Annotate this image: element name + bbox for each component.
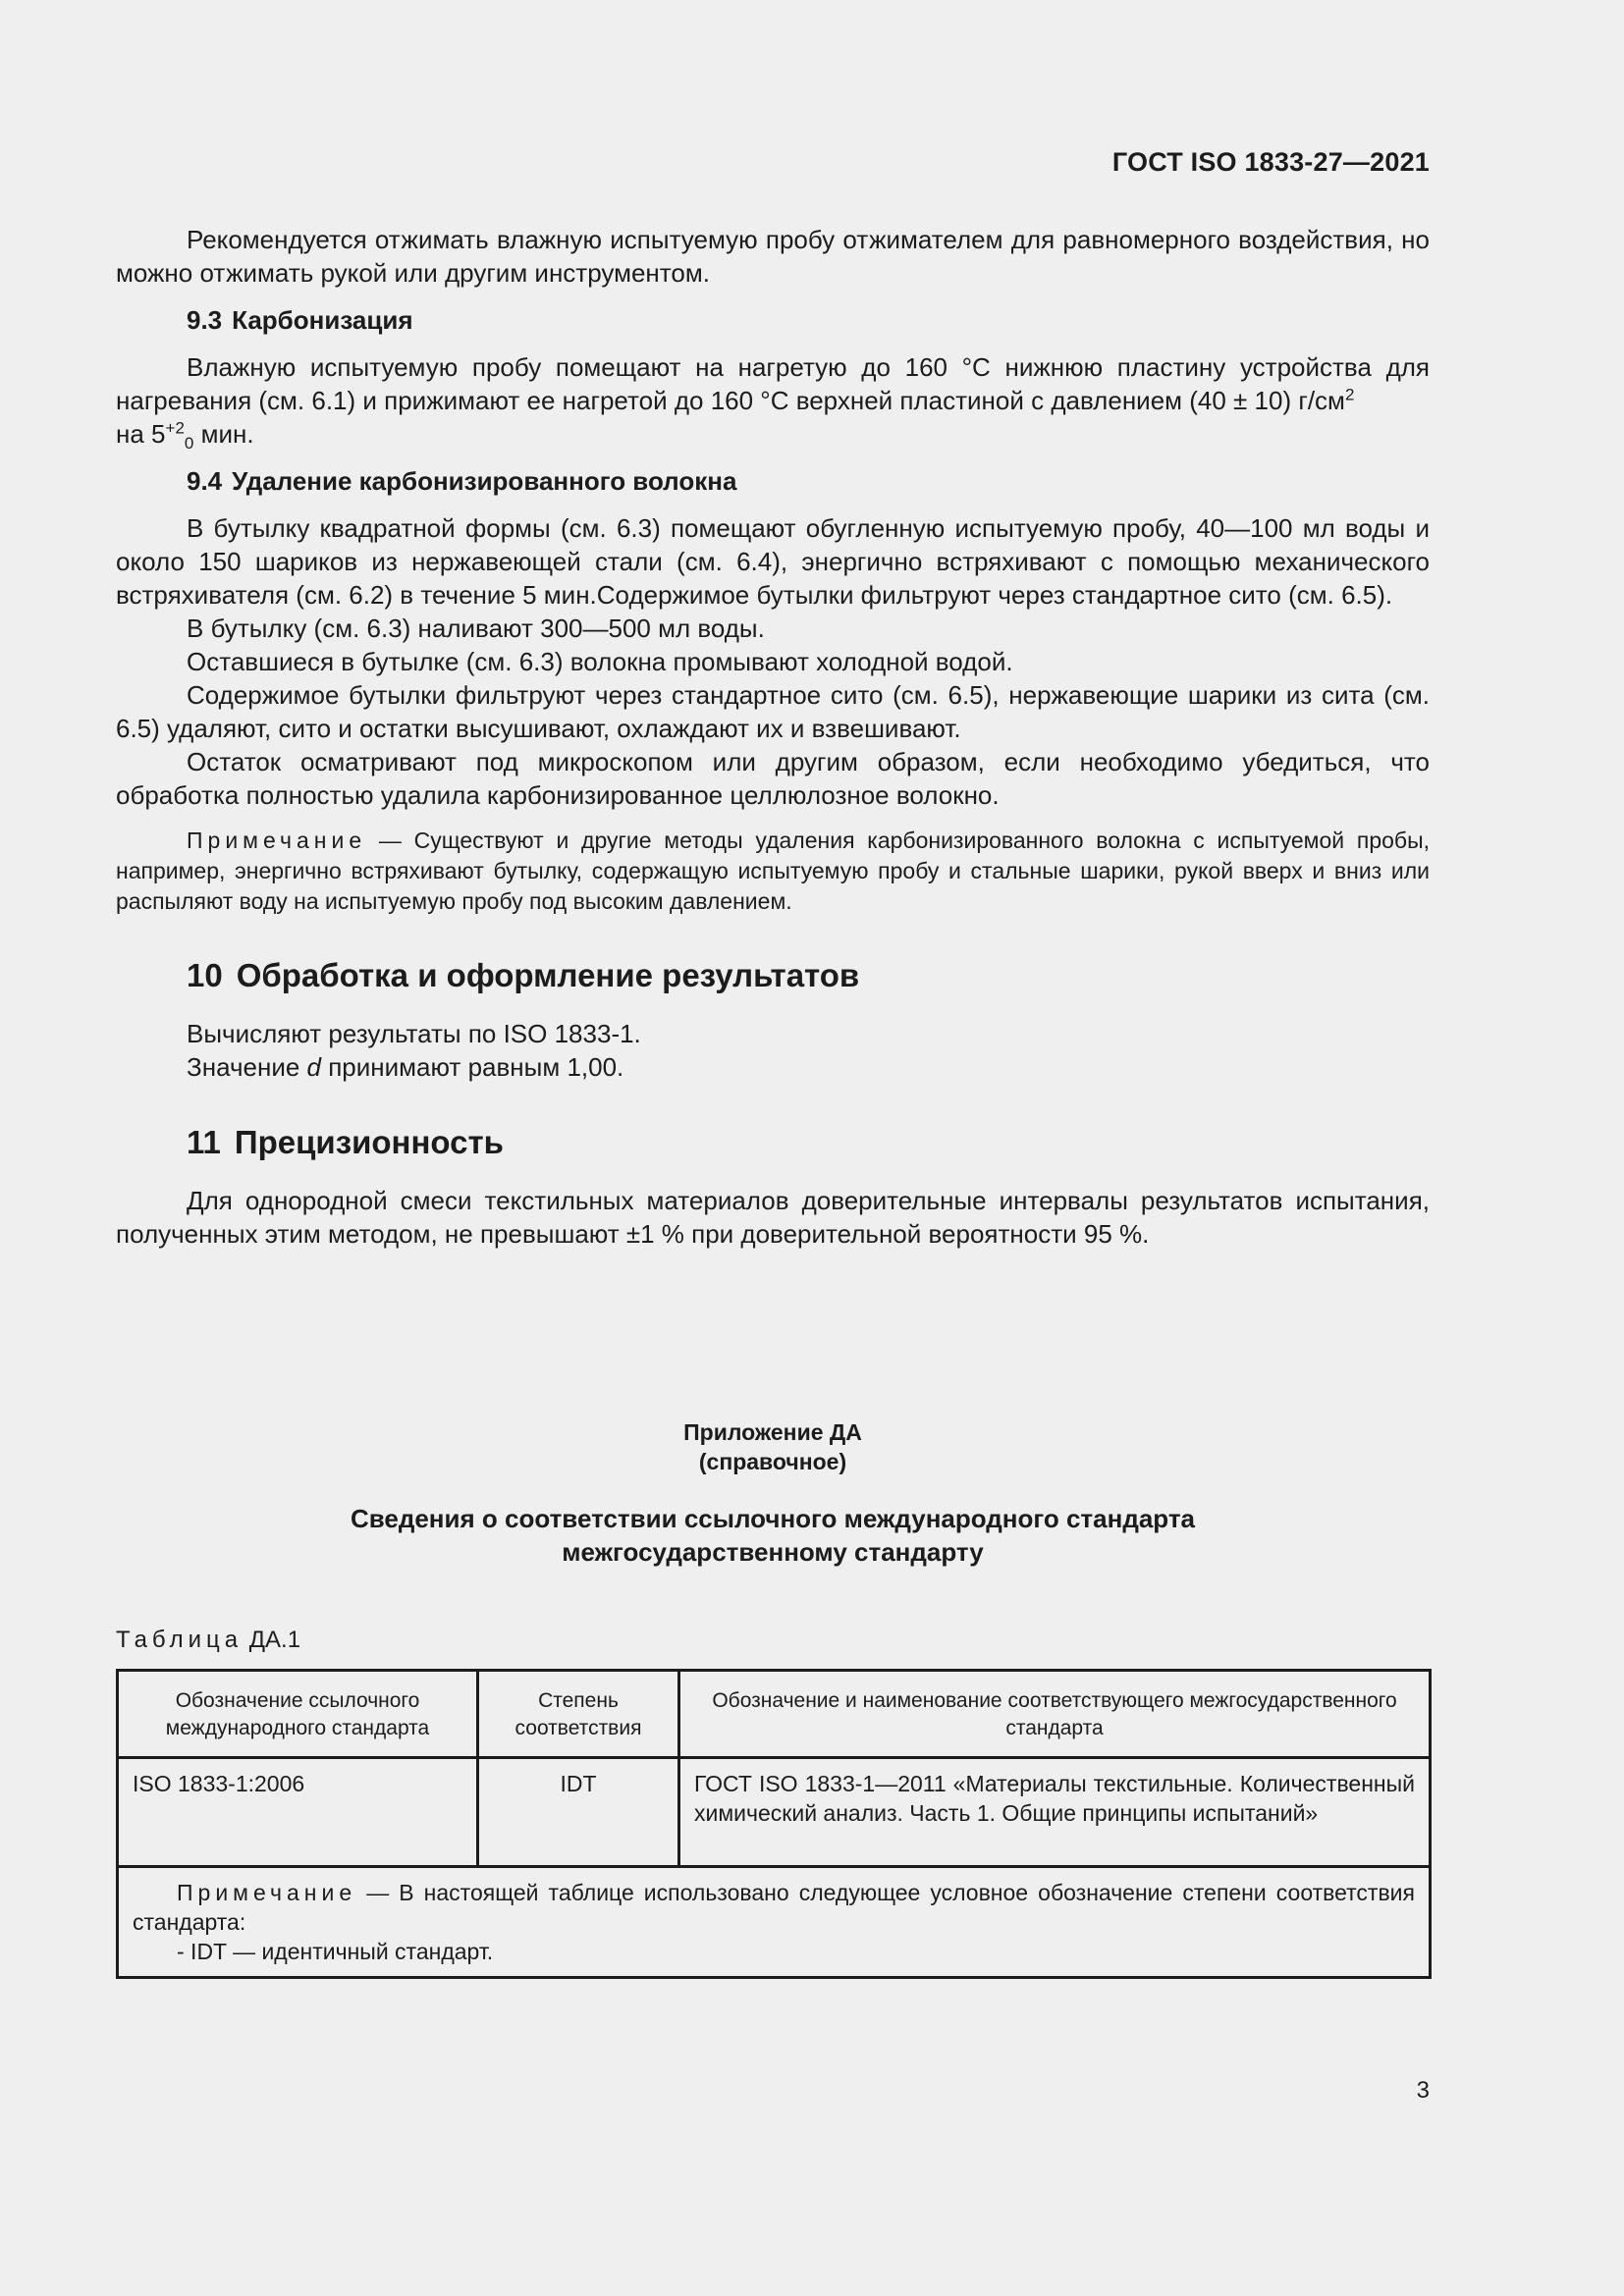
- paragraph: [116, 1050, 1430, 1084]
- note-label: Примечание: [187, 828, 367, 853]
- table-header-row: [118, 1671, 1431, 1758]
- subsection-heading-9-3: [187, 303, 1430, 337]
- appendix-name: Приложение ДА: [683, 1419, 862, 1445]
- table-note-text: [133, 1878, 1415, 1937]
- subsection-number: 9.4: [187, 466, 223, 496]
- appendix-heading: [116, 1417, 1430, 1476]
- column-header: Обозначение и наименование соответствующего межгосударственного стандарта: [679, 1671, 1431, 1758]
- carbonization-text: Влажную испытуемую пробу помещают на нагретую до 160 °С нижнюю пластину устройства для нагревания (см. 6.1) и прижимают ее нагретой до 160 °С верхней пластиной с давлением (40 ± 10) г/см: [116, 352, 1430, 415]
- duration-unit: мин.: [193, 419, 254, 449]
- section-heading-10: [187, 956, 1430, 995]
- paragraph: Остаток осматривают под микроскопом или другим образом, если необходимо убедиться, что обработка полностью удалила карбонизированное целлюлозное волокно.: [116, 747, 1430, 810]
- table-caption: [116, 1624, 1430, 1657]
- tolerance-sup: +2: [165, 418, 185, 438]
- variable-d: d: [306, 1052, 321, 1082]
- document-body: [116, 223, 1430, 1979]
- paragraph: Оставшиеся в бутылке (см. 6.3) волокна промывают холодной водой.: [187, 647, 1013, 676]
- text-part: Значение: [187, 1052, 307, 1082]
- paragraph: В бутылку квадратной формы (см. 6.3) помещают обугленную испытуемую пробу, 40—100 мл воды и около 150 шариков из нержавеющей стали (см. 6.4), энергично встряхивают с помощью механического встряхивателя (см. 6.2) в течение 5 мин.Содержимое бутылки фильтруют через стандартное сито (см. 6.5).: [116, 513, 1430, 610]
- note-text: — Существуют и другие методы удаления карбонизированного волокна с испытуемой пробы, например, энергично встряхивают бутылку, содержащую испытуемую пробу и стальные шарики, рукой вверх и вниз или распыляют воду на испытуемую пробу под высоким давлением.: [116, 828, 1430, 914]
- section-number: 10: [187, 957, 223, 993]
- carbonization-paragraph: [116, 350, 1430, 417]
- table-note-row: [118, 1867, 1431, 1978]
- table-label: Таблица: [116, 1627, 244, 1653]
- column-header: Степень соответствия: [478, 1671, 679, 1758]
- subsection-title: Удаление карбонизированного волокна: [232, 466, 737, 496]
- text-part: принимают равным 1,00.: [321, 1052, 624, 1082]
- cell-intl-standard: ISO 1833-1:2006: [118, 1758, 478, 1867]
- exponent-2: 2: [1344, 385, 1355, 404]
- table-row: [118, 1758, 1431, 1867]
- section-heading-11: [187, 1123, 1430, 1162]
- cell-degree: IDT: [478, 1758, 679, 1867]
- column-header: Обозначение ссылочного международного стандарта: [118, 1671, 478, 1758]
- tolerance-sub: 0: [184, 434, 194, 454]
- subsection-number: 9.3: [187, 305, 223, 335]
- document-header-id: ГОСТ ISO 1833-27—2021: [1111, 147, 1430, 177]
- note-label: Примечание: [177, 1880, 357, 1905]
- table-number: ДА.1: [243, 1627, 301, 1653]
- duration-prefix: на 5: [116, 419, 166, 449]
- appendix-title-line: межгосударственному стандарту: [562, 1537, 984, 1567]
- appendix-title: [116, 1502, 1430, 1569]
- paragraph: В бутылку (см. 6.3) наливают 300—500 мл воды.: [187, 614, 765, 643]
- correspondence-table: [116, 1669, 1432, 1979]
- cell-national-standard: ГОСТ ISO 1833-1—2011 «Материалы текстильные. Количественный химический анализ. Часть 1. Общие принципы испытаний»: [679, 1758, 1431, 1867]
- appendix-kind: (справочное): [698, 1449, 847, 1474]
- page-number: 3: [1416, 2077, 1430, 2104]
- paragraph: Для однородной смеси текстильных материалов доверительные интервалы результатов испытания, полученных этим методом, не превышают ±1 % при доверительной вероятности 95 %.: [116, 1186, 1430, 1249]
- table-note-item: - IDT — идентичный стандарт.: [177, 1939, 494, 1964]
- section-number: 11: [187, 1124, 221, 1160]
- subsection-heading-9-4: [187, 464, 1430, 498]
- paragraph: Содержимое бутылки фильтруют через стандартное сито (см. 6.5), нержавеющие шарики из сита (см. 6.5) удаляют, сито и остатки высушивают, охлаждают их и взвешивают.: [116, 680, 1430, 743]
- carbonization-duration: [116, 417, 1430, 454]
- table-note: [118, 1867, 1431, 1978]
- subsection-title: Карбонизация: [232, 305, 413, 335]
- intro-paragraph: Рекомендуется отжимать влажную испытуемую пробу отжимателем для равномерного воздействия, но можно отжимать рукой или другим инструментом.: [116, 225, 1430, 288]
- note-text: — В настоящей таблице использовано следующее условное обозначение степени соответствия стандарта:: [133, 1880, 1415, 1935]
- appendix-title-line: Сведения о соответствии ссылочного международного стандарта: [350, 1504, 1196, 1533]
- section-title: Прецизионность: [234, 1124, 504, 1160]
- note-9-4: [116, 826, 1430, 917]
- section-title: Обработка и оформление результатов: [236, 957, 860, 993]
- paragraph: Вычисляют результаты по ISO 1833-1.: [187, 1019, 641, 1048]
